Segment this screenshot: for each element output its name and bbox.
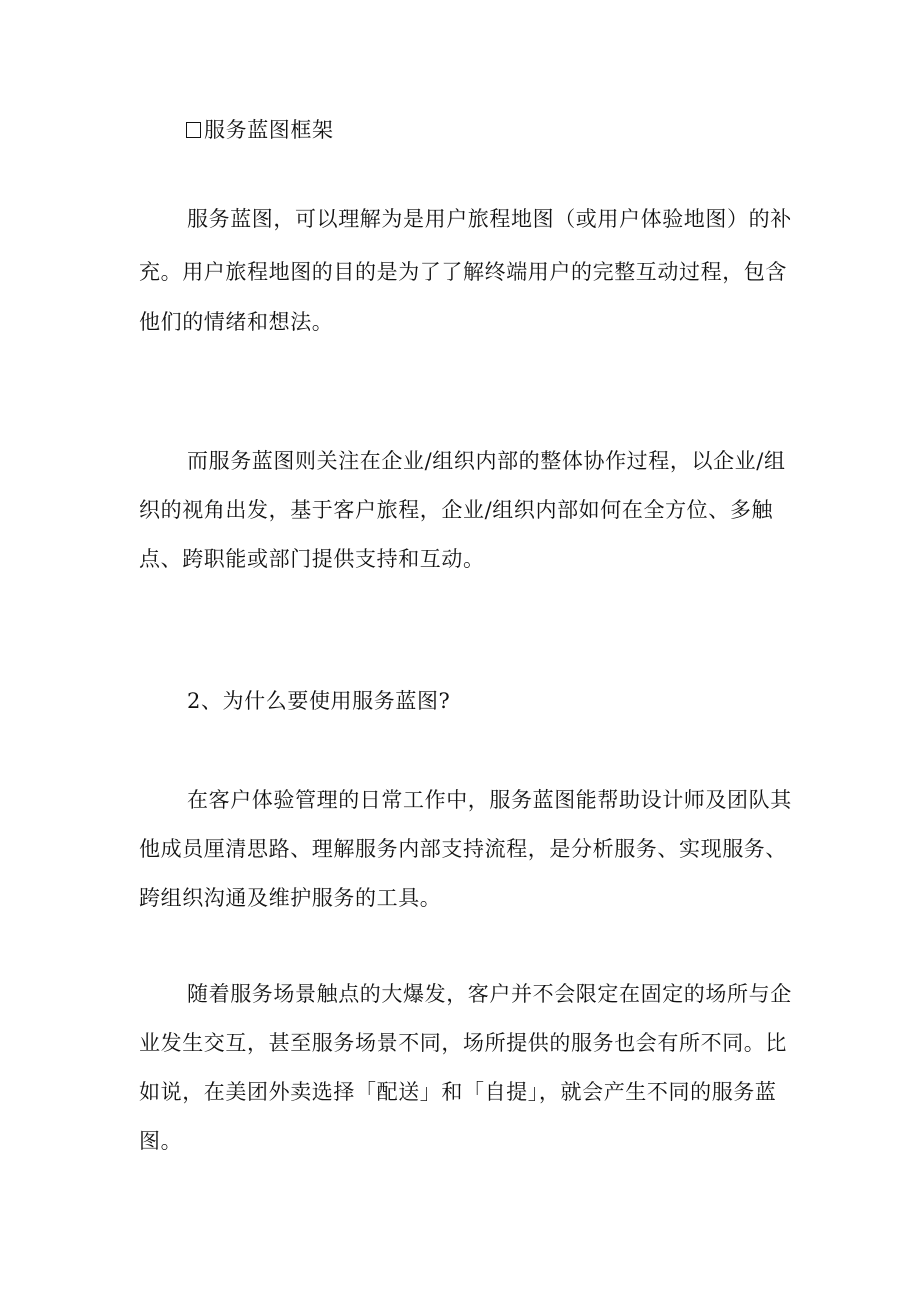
- paragraph-line: 他们的情绪和想法。: [139, 310, 334, 334]
- paragraph-line: 服务蓝图，可以理解为是用户旅程地图（或用户体验地图）的补: [187, 207, 792, 231]
- section-heading-blueprint-framework: [186, 115, 334, 145]
- paragraph-line: 织的视角出发，基于客户旅程，企业/组织内部如何在全方位、多触: [139, 498, 774, 522]
- paragraph-line: 图。: [139, 1129, 183, 1153]
- heading-text: 服务蓝图框架: [204, 118, 334, 142]
- paragraph-line: 跨组织沟通及维护服务的工具。: [139, 886, 442, 910]
- paragraph-line: 点、跨职能或部门提供支持和互动。: [139, 547, 485, 571]
- paragraph-line: 业发生交互，甚至服务场景不同，场所提供的服务也会有所不同。比: [139, 1031, 787, 1055]
- paragraph-line: 而服务蓝图则关注在企业/组织内部的整体协作过程，以企业/组: [187, 449, 786, 473]
- paragraph-line: 在客户体验管理的日常工作中，服务蓝图能帮助设计师及团队其: [187, 788, 792, 812]
- paragraph-line: 如说，在美团外卖选择「配送」和「自提」，就会产生不同的服务蓝: [139, 1080, 777, 1104]
- paragraph-line: 他成员厘清思路、理解服务内部支持流程，是分析服务、实现服务、: [139, 837, 787, 861]
- section-heading-why-use: 2、为什么要使用服务蓝图?: [187, 689, 451, 713]
- paragraph-line: 随着服务场景触点的大爆发，客户并不会限定在固定的场所与企: [187, 982, 792, 1006]
- paragraph-line: 充。用户旅程地图的目的是为了了解终端用户的完整互动过程，包含: [139, 260, 787, 284]
- checkbox-square-icon: [186, 122, 201, 138]
